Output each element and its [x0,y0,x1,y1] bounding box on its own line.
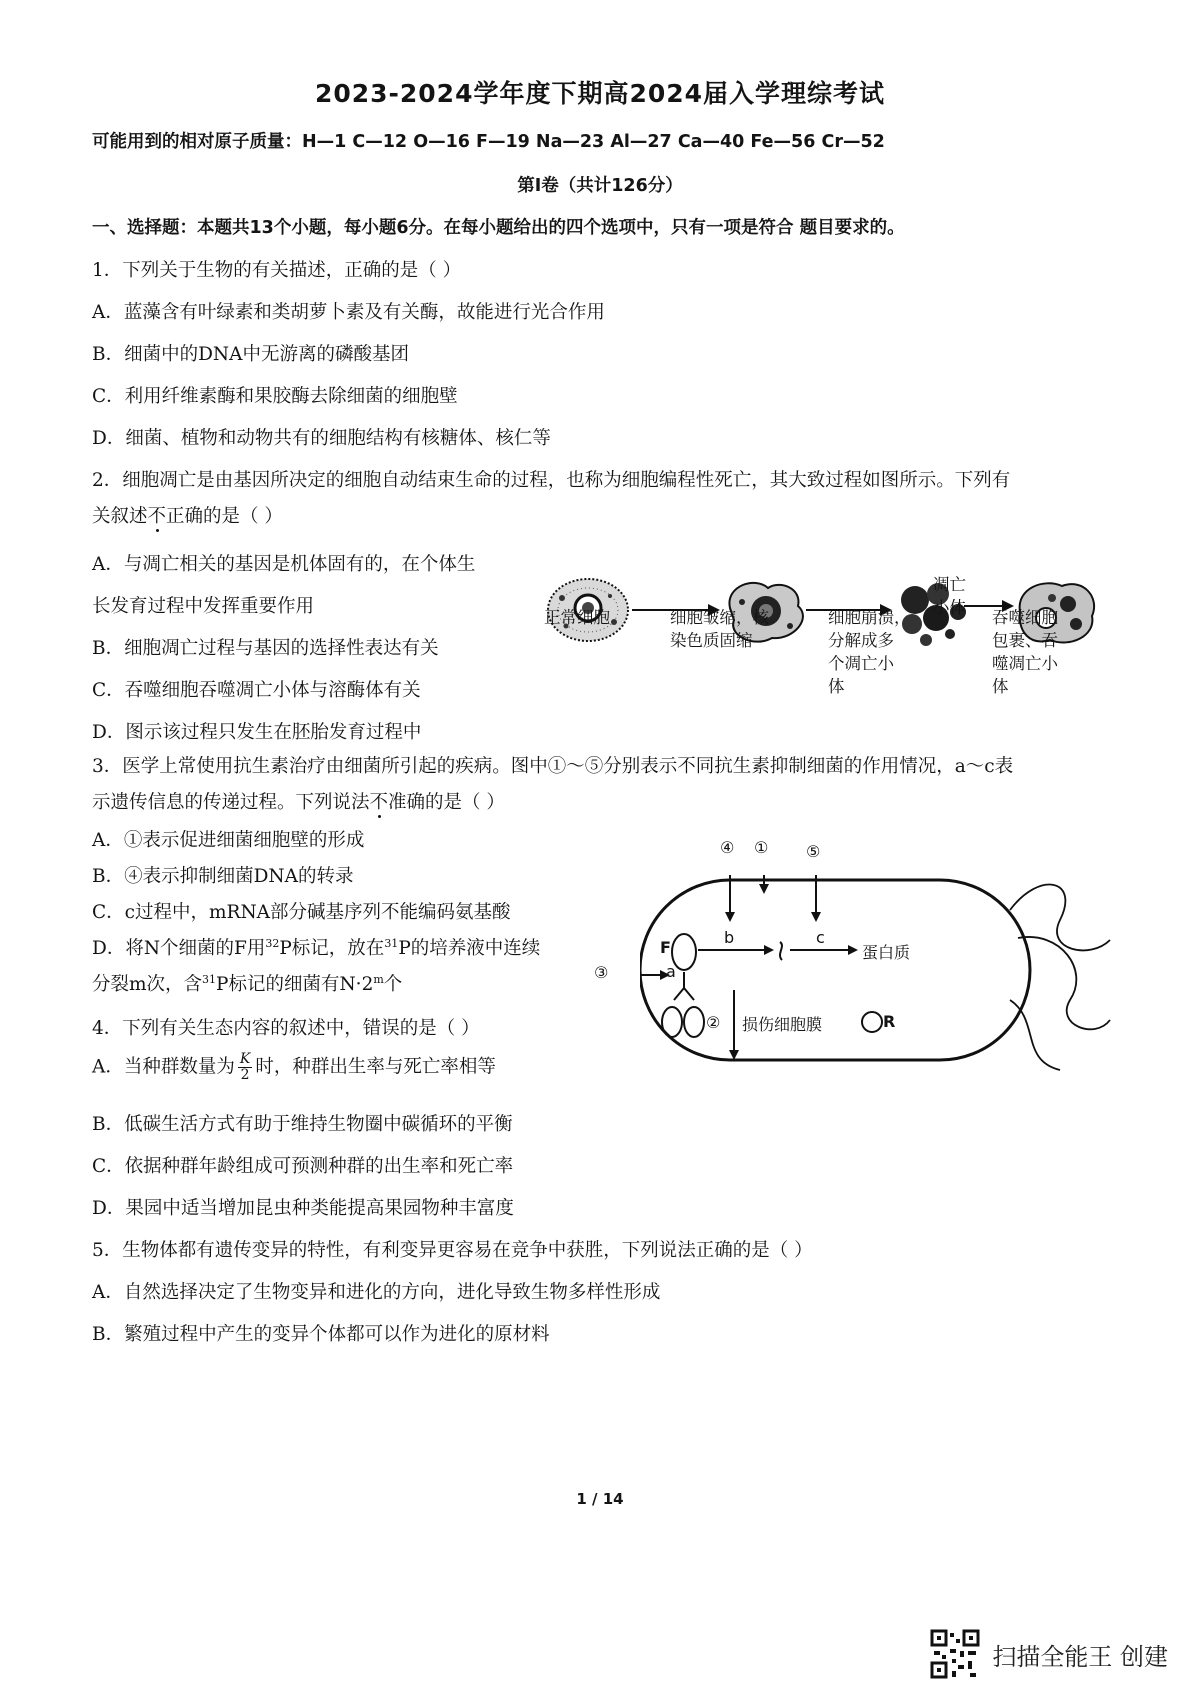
q3-option-c: C．c过程中，mRNA部分碱基序列不能编码氨基酸 [92,902,511,923]
q1-option-a: A．蓝藻含有叶绿素和类胡萝卜素及有关酶，故能进行光合作用 [92,302,605,323]
label-process-a: a [666,962,676,981]
scanner-watermark [930,1629,1168,1679]
q4-option-a [92,1052,496,1083]
q3-d-text-2: P标记，放在 [279,938,385,959]
q3-option-d-line2 [92,970,402,996]
q2-stem-part-b: 正确的是（ ） [166,506,283,527]
q3-d-sup-32: 32 [265,937,280,950]
exam-title: 2023-2024学年度下期高2024届入学理综考试 [314,79,886,108]
apoptosis-figure [540,575,1100,758]
q3-d-exponent-m: m [373,973,384,986]
q5-option-a: A．自然选择决定了生物变异和进化的方向，进化导致生物多样性形成 [92,1282,661,1303]
label-site-3: ③ [594,963,609,982]
q3-d-sup-31b: 31 [202,973,217,986]
bacterium-figure [594,838,1120,1080]
caption-collapse-line4: 体 [828,677,845,696]
qr-code-icon [930,1629,980,1679]
caption-shrink-line2: 染色质固缩 [670,631,753,650]
caption-collapse-line2: 分解成多 [828,631,894,650]
label-F-plasmid: F [660,938,671,957]
label-membrane-damage: 损伤细胞膜 [742,1015,823,1034]
caption-shrink-line1: 细胞皱缩，核 [670,608,769,627]
q2-option-b: B．细胞凋亡过程与基因的选择性表达有关 [92,638,439,659]
scanner-text: 扫描全能王 创建 [992,1642,1168,1671]
q2-option-c: C．吞噬细胞吞噬凋亡小体与溶酶体有关 [92,680,421,701]
q4-option-b: B．低碳生活方式有助于维持生物圈中碳循环的平衡 [92,1114,513,1135]
q3-d-text-6: 个 [383,974,403,995]
label-site-4: ④ [720,838,735,857]
q5-option-b: B．繁殖过程中产生的变异个体都可以作为进化的原材料 [92,1324,550,1345]
bacterium-diagram [640,850,1120,1080]
q4-option-d: D．果园中适当增加昆虫种类能提高果园物种丰富度 [92,1198,514,1219]
caption-collapse-line3: 个凋亡小 [828,654,894,673]
q3-stem-part-b: 准确的是（ ） [388,792,505,813]
caption-phagocyte-line4: 体 [992,677,1009,696]
q2-stem-part-a: 关叙述 [92,506,148,527]
q4-option-c: C．依据种群年龄组成可预测种群的出生率和死亡率 [92,1156,514,1177]
q4-a-text-2: 时，种群出生率与死亡率相等 [255,1056,496,1078]
q1-stem: 1．下列关于生物的有关描述，正确的是（ ） [92,260,462,281]
label-site-1: ① [754,838,769,857]
label-R-plasmid: R [883,1012,896,1031]
q3-d-sup-31: 31 [384,937,399,950]
q3-d-text-3: P的培养液中连续 [398,938,541,959]
q2-emphasis-char: 不 [147,506,167,527]
q5-stem: 5．生物体都有遗传变异的特性，有利变异更容易在竞争中获胜，下列说法正确的是（ ） [92,1240,813,1261]
q3-d-text-4: 分裂m次，含 [92,974,203,995]
label-process-b: b [724,928,735,947]
q2-stem-line1: 2．细胞凋亡是由基因所决定的细胞自动结束生命的过程，也称为细胞编程性死亡，其大致过程如图所示。下列有 [92,470,1011,491]
q1-option-c: C．利用纤维素酶和果胶酶去除细菌的细胞壁 [92,386,458,407]
caption-phagocyte-line2: 包裹、吞 [992,631,1058,650]
q1-option-d: D．细菌、植物和动物共有的细胞结构有核糖体、核仁等 [92,428,551,449]
label-site-5: ⑤ [806,842,821,861]
caption-apoptotic-body-line2: 小体 [933,598,966,617]
q3-d-text-1: D．将N个细菌的F用 [92,938,266,959]
q3-stem-line1: 3．医学上常使用抗生素治疗由细菌所引起的疾病。图中①～⑤分别表示不同抗生素抑制细菌的作用情况，a～c表 [92,756,1014,777]
q3-emphasis-char: 不 [369,792,389,813]
q2-option-d: D．图示该过程只发生在胚胎发育过程中 [92,722,422,743]
q1-option-b: B．细菌中的DNA中无游离的磷酸基团 [92,344,409,365]
caption-collapse-line1: 细胞崩溃， [828,608,911,627]
caption-normal-cell: 正常细胞 [544,608,610,627]
section-instruction: 一、选择题：本题共13个小题，每小题6分。在每小题给出的四个选项中，只有一项是符合 题目要求的。 [92,218,905,238]
q3-stem-part-a: 示遗传信息的传递过程。下列说法 [92,792,370,813]
q4-stem: 4．下列有关生态内容的叙述中，错误的是（ ） [92,1018,480,1039]
caption-phagocyte-line3: 噬凋亡小 [992,654,1058,673]
k-over-2-fraction [238,1052,252,1083]
caption-apoptotic-body-line1: 凋亡 [933,575,966,594]
q2-option-a-line2: 长发育过程中发挥重要作用 [92,596,315,617]
caption-phagocyte-line1: 吞噬细胞 [992,608,1058,627]
volume-heading: 第Ⅰ卷（共计126分） [517,176,683,196]
q3-stem-line2 [92,788,505,814]
page-number: 1 / 14 [576,1490,624,1508]
q3-option-b: B．④表示抑制细菌DNA的转录 [92,866,354,887]
label-protein: 蛋白质 [862,943,911,962]
atomic-masses: 可能用到的相对原子质量：H—1 C—12 O—16 F—19 Na—23 Al—27 Ca—40 Fe—56 Cr—52 [92,132,885,152]
label-site-2: ② [706,1013,721,1032]
q4-a-text-1: A．当种群数量为 [92,1056,235,1078]
q3-d-text-5: P标记的细菌有N·2 [216,974,374,995]
label-process-c: c [816,928,825,947]
q3-option-d-line1 [92,934,540,960]
q3-option-a: A．①表示促进细菌细胞壁的形成 [92,830,365,851]
fraction-numerator: K [239,1051,251,1067]
q2-option-a-line1: A．与凋亡相关的基因是机体固有的，在个体生 [92,554,476,575]
q2-stem-line2 [92,502,283,528]
fraction-denominator: 2 [240,1067,250,1083]
